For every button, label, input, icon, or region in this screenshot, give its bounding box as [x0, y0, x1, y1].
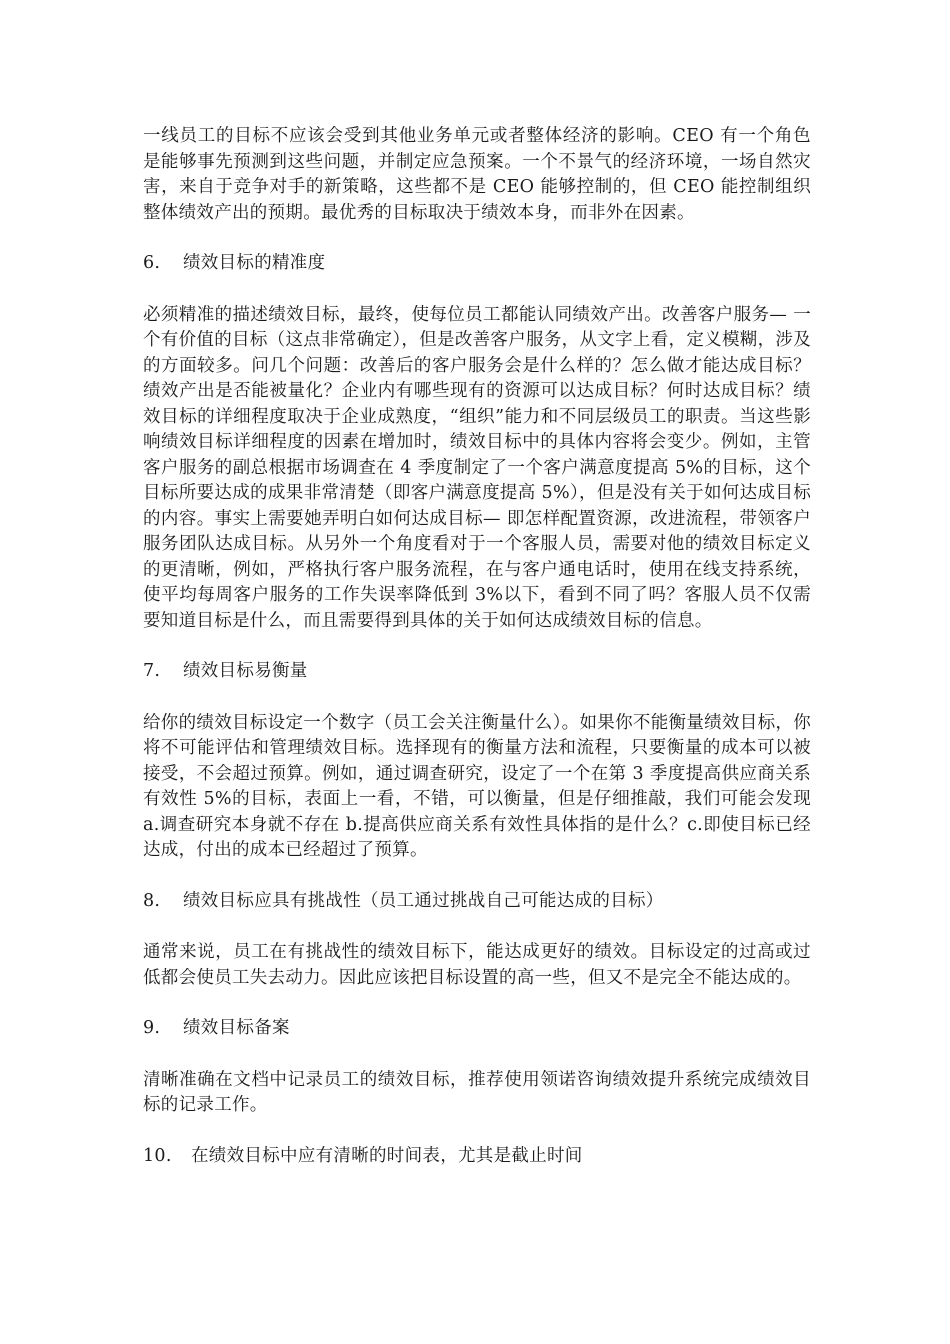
section-title: 在绩效目标中应有清晰的时间表，尤其是截止时间: [191, 1145, 583, 1166]
section-title: 绩效目标的精准度: [183, 253, 326, 273]
paragraph-measurable: 给你的绩效目标设定一个数字（员工会关注衡量什么）。如果你不能衡量绩效目标，你将不可能评估和管理绩效目标。选择现有的衡量方法和流程，只要衡量的成本可以被接受，不会超过预算。例如，通过调查研究，设定了一个在第 3 季度提高供应商关系有效性 5%的目标，表面上一看，不错，可以衡量，但是仔细推敲，我们可能会发现 a.调查研究本身就不存在 b.提高供应商关系有效性具体指的是什么？c.即使目标已经达成，付出的成本已经超过了预算。: [143, 712, 811, 860]
section-heading-7: [143, 659, 811, 685]
section-number: 9.: [143, 1018, 161, 1038]
section-heading-10: [143, 1144, 811, 1170]
section-title: 绩效目标备案: [183, 1018, 290, 1038]
section-number: 10.: [143, 1145, 172, 1166]
paragraph-intro: 一线员工的目标不应该会受到其他业务单元或者整体经济的影响。CEO 有一个角色是能够事先预测到这些问题，并制定应急预案。一个不景气的经济环境，一场自然灾害，来自于竞争对手的新策略，这些都不是 CEO 能够控制的，但 CEO 能控制组织整体绩效产出的预期。最优秀的目标取决于绩效本身，而非外在因素。: [143, 126, 811, 223]
section-heading-6: [143, 251, 811, 277]
paragraph-challenging: 通常来说，员工在有挑战性的绩效目标下，能达成更好的绩效。目标设定的过高或过低都会使员工失去动力。因此应该把目标设置的高一些，但又不是完全不能达成的。: [143, 942, 811, 988]
document-body: [143, 124, 811, 1195]
section-heading-8: [143, 889, 811, 915]
section-number: 6.: [143, 253, 161, 273]
paragraph-record: 清晰准确在文档中记录员工的绩效目标，推荐使用领诺咨询绩效提升系统完成绩效目标的记录工作。: [143, 1069, 811, 1115]
section-title: 绩效目标应具有挑战性（员工通过挑战自己可能达成的目标）: [183, 890, 664, 911]
section-title: 绩效目标易衡量: [183, 661, 308, 681]
section-number: 7.: [143, 661, 161, 681]
section-number: 8.: [143, 890, 161, 911]
section-heading-9: [143, 1016, 811, 1042]
paragraph-precision: 必须精准的描述绩效目标，最终，使每位员工都能认同绩效产出。改善客户服务— 一个有价值的目标（这点非常确定），但是改善客户服务，从文字上看，定义模糊，涉及的方面较多。问几个问题：改善后的客户服务会是什么样的？怎么做才能达成目标？绩效产出是否能被量化？企业内有哪些现有的资源可以达成目标？何时达成目标？绩效目标的详细程度取决于企业成熟度，“组织”能力和不同层级员工的职责。当这些影响绩效目标详细程度的因素在增加时，绩效目标中的具体内容将会变少。例如，主管客户服务的副总根据市场调查在 4 季度制定了一个客户满意度提高 5%的目标，这个目标所要达成的成果非常清楚（即客户满意度提高 5%），但是没有关于如何达成目标的内容。事实上需要她弄明白如何达成目标— 即怎样配置资源，改进流程，带领客户服务团队达成目标。从另外一个角度看对于一个客服人员，需要对他的绩效目标定义的更清晰，例如，严格执行客户服务流程，在与客户通电话时，使用在线支持系统，使平均每周客户服务的工作失误率降低到 3%以下，看到不同了吗？客服人员不仅需要知道目标是什么，而且需要得到具体的关于如何达成绩效目标的信息。: [143, 304, 811, 631]
